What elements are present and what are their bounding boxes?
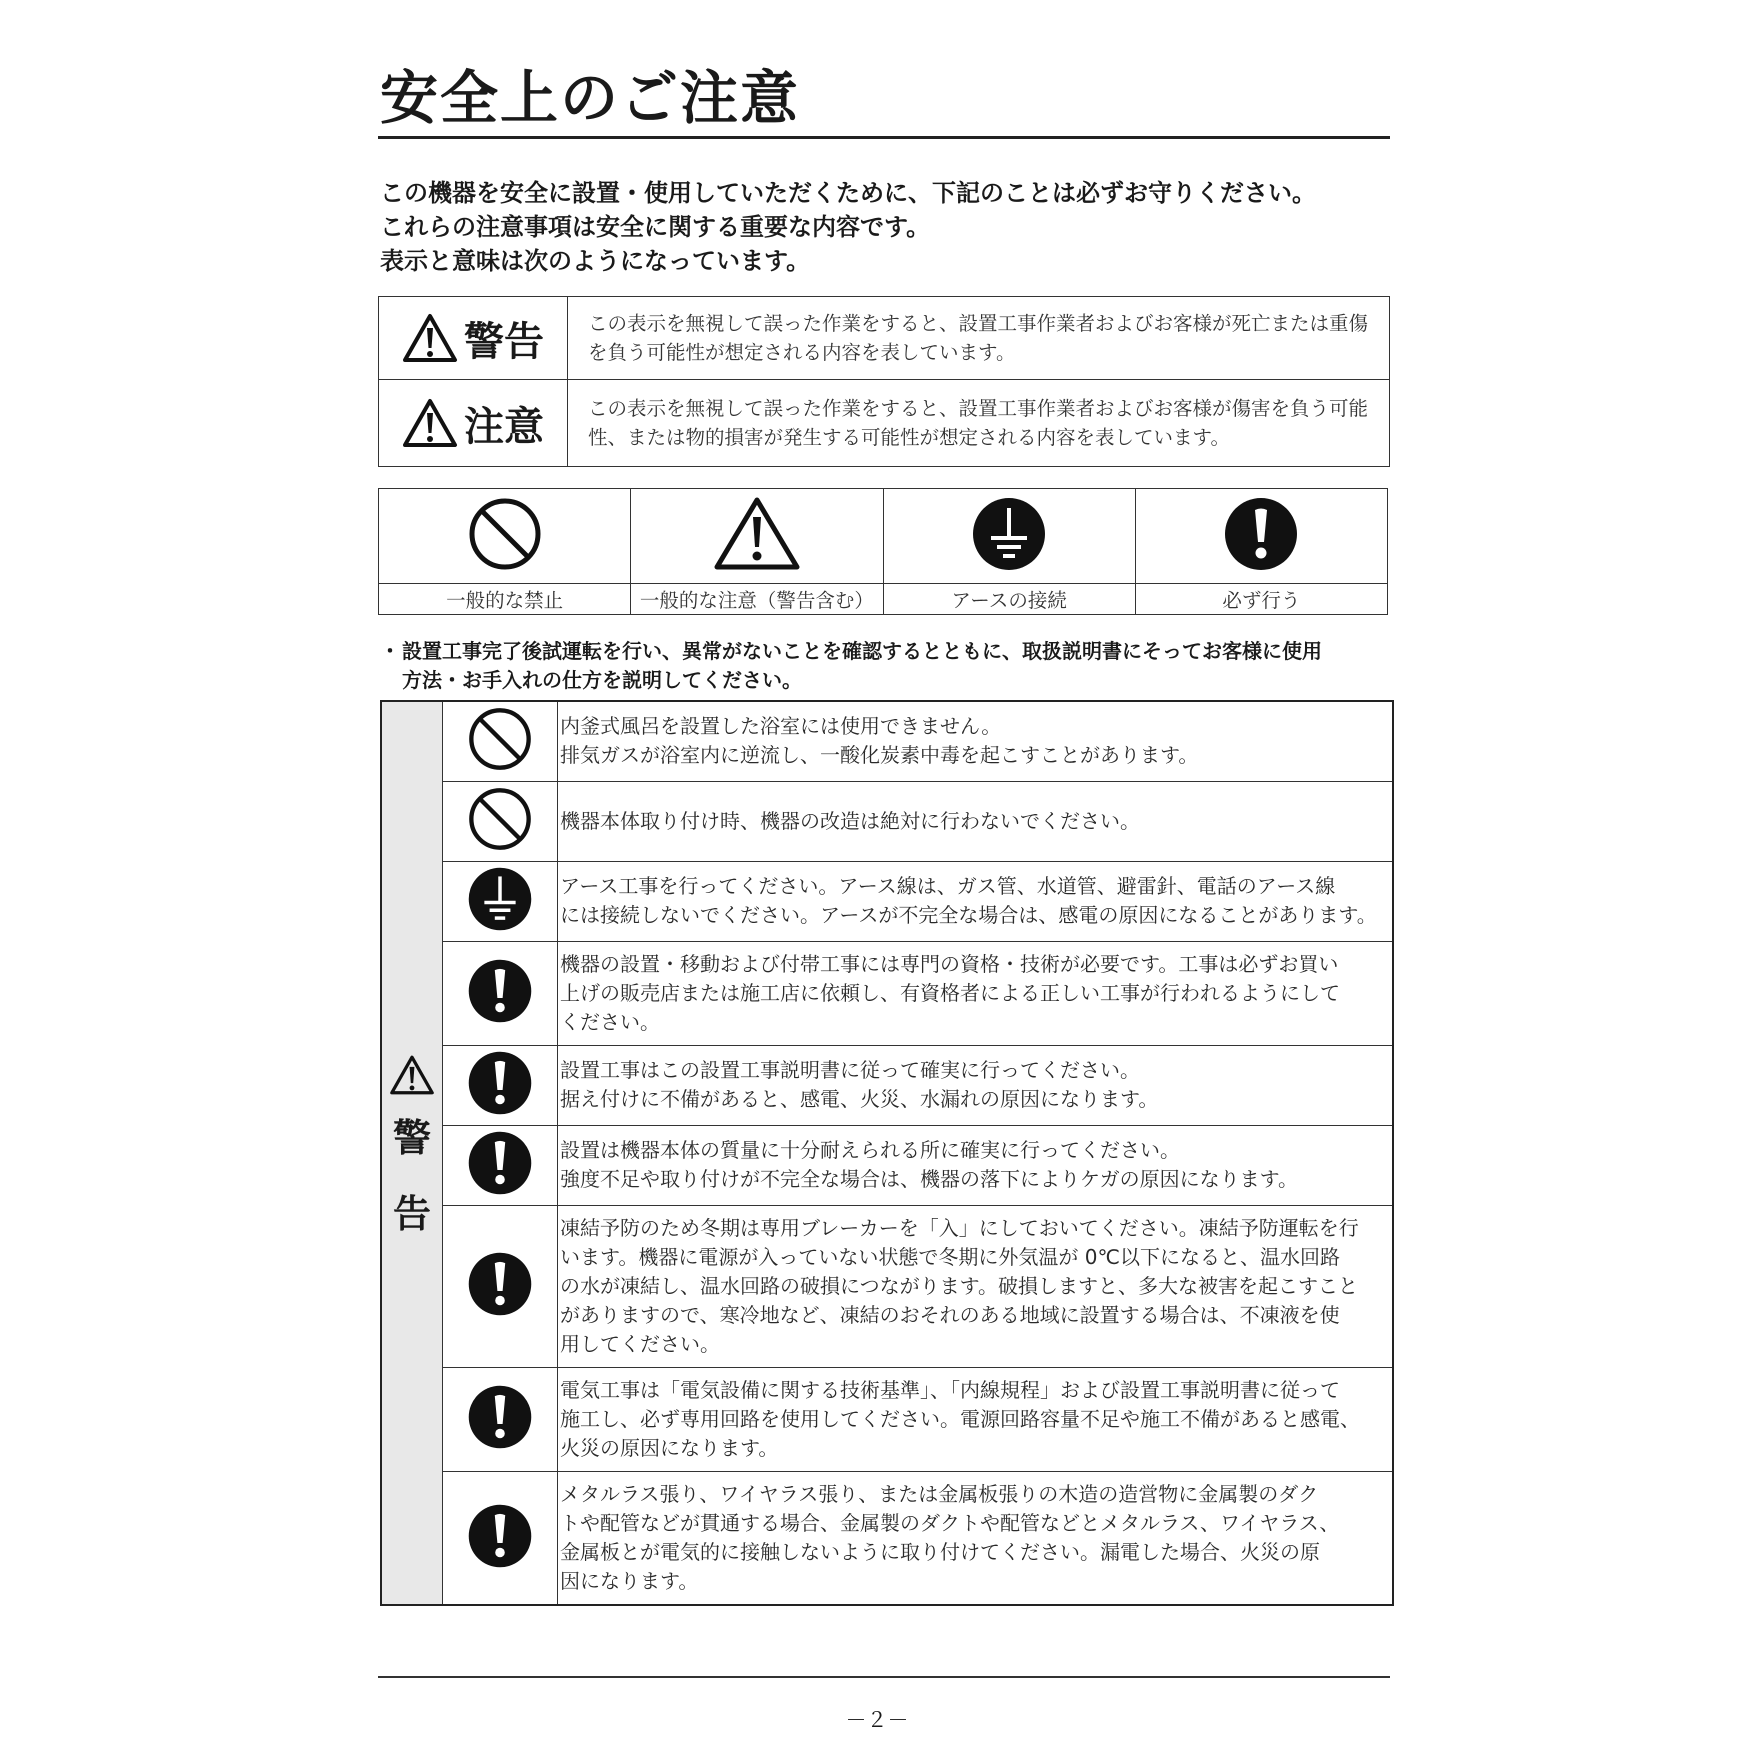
warning-text-line: 強度不足や取り付けが不完全な場合は、機器の落下によりケガの原因になります。 [560, 1167, 1298, 1191]
warning-text-line: アース工事を行ってください。アース線は、ガス管、水道管、避雷針、電話のアース線 [560, 874, 1336, 898]
intro-line: これらの注意事項は安全に関する重要な内容です。 [380, 213, 931, 241]
warning-icon-cell [443, 1367, 558, 1471]
warning-row [381, 1471, 1393, 1605]
legend-label-caution: 注意 [464, 403, 544, 450]
warning-text [558, 781, 1394, 861]
warning-side-char: 告 [392, 1191, 431, 1236]
warning-triangle-icon [402, 397, 458, 449]
legend-label-warning: 警告 [464, 318, 544, 365]
warning-text-line: の水が凍結し、温水回路の破損につながります。破損しますと、多大な被害を起こすこと [560, 1273, 1358, 1298]
warning-text-line: 据え付けに不備があると、感電、火災、水漏れの原因になります。 [560, 1087, 1159, 1111]
prohibition-icon [467, 706, 533, 772]
warning-text-line: 火災の原因になります。 [560, 1435, 779, 1460]
intro-line: この機器を安全に設置・使用していただくために、下記のことは必ずお守りください。 [380, 179, 1316, 207]
mandatory-icon [467, 958, 533, 1024]
warning-table [380, 700, 1394, 1606]
note-bullet: ・ [380, 639, 400, 663]
warning-text-line: 上げの販売店または施工店に依頼し、有資格者による正しい工事が行われるようにして [560, 980, 1340, 1005]
warning-icon-cell [443, 1205, 558, 1367]
warning-text [558, 1471, 1394, 1605]
mandatory-icon [467, 1251, 533, 1317]
symbol-caption: 一般的な注意（警告含む） [631, 584, 883, 615]
warning-row [381, 861, 1393, 941]
symbol-caption: アースの接続 [883, 584, 1135, 615]
warning-text-line: 施工し、必ず専用回路を使用してください。電源回路容量不足や施工不備があると感電、 [560, 1406, 1360, 1431]
legend-row-warning [379, 297, 1390, 380]
warning-text-line: には接続しないでください。アースが不完全な場合は、感電の原因になることがあります。 [560, 903, 1377, 927]
warning-triangle-icon [389, 1054, 435, 1096]
warning-row [381, 1367, 1393, 1471]
title-rule [378, 136, 1390, 139]
warning-icon-cell [443, 701, 558, 781]
warning-text [558, 1045, 1394, 1125]
warning-text-line: 機器本体取り付け時、機器の改造は絶対に行わないでください。 [560, 808, 1140, 833]
intro-line: 表示と意味は次のようになっています。 [380, 247, 811, 275]
prohibition-icon [467, 496, 543, 572]
warning-text-line: トや配管などが貫通する場合、金属製のダクトや配管などとメタルラス、ワイヤラス、 [560, 1510, 1340, 1535]
mandatory-icon [467, 1503, 533, 1569]
ground-icon [467, 866, 533, 932]
note-text: 方法・お手入れの仕方を説明してください。 [402, 668, 802, 692]
warning-side-label [381, 701, 443, 1605]
legend-description-caution: この表示を無視して誤った作業をすると、設置工事作業者およびお客様が傷害を負う可能性、または物的損害が発生する可能性が想定される内容を表しています。 [568, 380, 1390, 467]
warning-text-line: 金属板とが電気的に接触しないように取り付けてください。漏電した場合、火災の原 [560, 1539, 1320, 1564]
warning-text-line: います。機器に電源が入っていない状態で冬期に外気温が 0℃以下になると、温水回路 [560, 1244, 1340, 1269]
symbol-caption: 必ず行う [1135, 584, 1387, 615]
warning-text [558, 1205, 1394, 1367]
caution-triangle-icon [713, 495, 801, 573]
warning-text-line: 内釜式風呂を設置した浴室には使用できません。 [560, 714, 1002, 739]
warning-text-line: ください。 [560, 1009, 660, 1034]
warning-icon-cell [443, 861, 558, 941]
footer-rule [378, 1676, 1390, 1678]
legend-description-warning: この表示を無視して誤った作業をすると、設置工事作業者およびお客様が死亡または重傷を負う可能性が想定される内容を表しています。 [568, 297, 1390, 380]
symbol-legend [378, 488, 1388, 615]
warning-row [381, 781, 1393, 861]
warning-text-line: がありますので、寒冷地など、凍結のおそれのある地域に設置する場合は、不凍液を使 [560, 1302, 1340, 1327]
prohibition-icon [467, 786, 533, 852]
warning-row [381, 1045, 1393, 1125]
warning-text [558, 701, 1394, 781]
warning-icon-cell [443, 1471, 558, 1605]
mandatory-icon [467, 1384, 533, 1450]
warning-row [381, 941, 1393, 1045]
warning-icon-cell [443, 1125, 558, 1205]
warning-text-line: 排気ガスが浴室内に逆流し、一酸化炭素中毒を起こすことがあります。 [560, 743, 1199, 768]
mandatory-icon [467, 1050, 533, 1116]
legend-row-caution [379, 380, 1390, 467]
warning-row [381, 701, 1393, 781]
note-text: 設置工事完了後試運転を行い、異常がないことを確認するとともに、取扱説明書にそってお客様に使用 [402, 639, 1322, 663]
warning-text-line: 凍結予防のため冬期は専用ブレーカーを「入」にしておいてください。凍結予防運転を行 [560, 1215, 1359, 1240]
symbol-caption: 一般的な禁止 [379, 584, 631, 615]
warning-text [558, 941, 1394, 1045]
page-title: 安全上のご注意 [380, 64, 801, 132]
mandatory-icon [1223, 496, 1299, 572]
warning-triangle-icon [402, 312, 458, 364]
page-number: －２－ [845, 1708, 909, 1732]
warning-text-line: 設置工事はこの設置工事説明書に従って確実に行ってください。 [560, 1058, 1140, 1082]
warning-text-line: 機器の設置・移動および付帯工事には専門の資格・技術が必要です。工事は必ずお買い [560, 951, 1339, 976]
warning-icon-cell [443, 941, 558, 1045]
warning-text-line: 電気工事は「電気設備に関する技術基準」、「内線規程」および設置工事説明書に従って [560, 1377, 1340, 1402]
warning-side-char: 警 [392, 1115, 431, 1160]
warning-row [381, 1205, 1393, 1367]
warning-text [558, 1125, 1394, 1205]
signal-word-legend [378, 296, 1390, 467]
warning-text-line: 設置は機器本体の質量に十分耐えられる所に確実に行ってください。 [560, 1138, 1180, 1162]
warning-text [558, 861, 1394, 941]
warning-text [558, 1367, 1394, 1471]
warning-icon-cell [443, 781, 558, 861]
intro-text [380, 176, 1316, 278]
warning-row [381, 1125, 1393, 1205]
mandatory-icon [467, 1130, 533, 1196]
warning-text-line: メタルラス張り、ワイヤラス張り、または金属板張りの木造の造営物に金属製のダク [560, 1481, 1319, 1506]
warning-text-line: 因になります。 [560, 1568, 699, 1593]
warning-icon-cell [443, 1045, 558, 1125]
warning-text-line: 用してください。 [560, 1331, 720, 1356]
ground-icon [971, 496, 1047, 572]
installation-note [380, 637, 1322, 695]
